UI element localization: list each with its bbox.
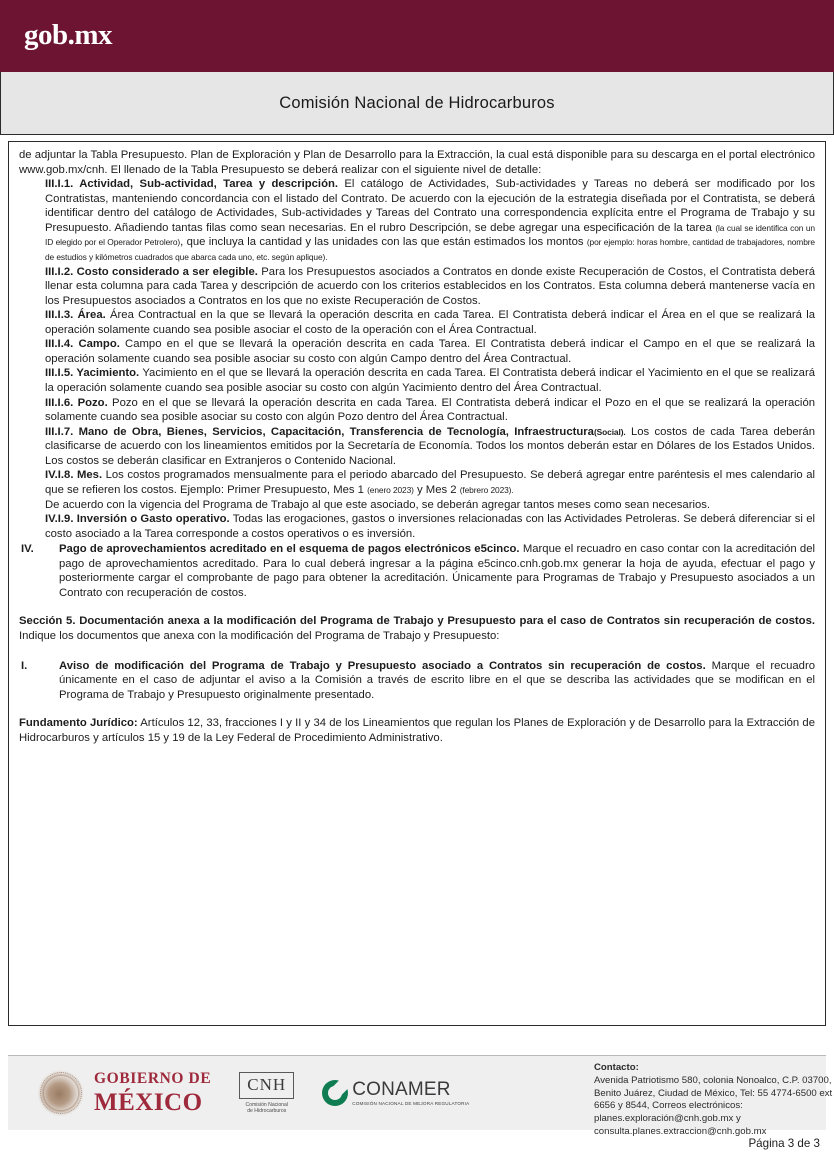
item-iii-4 (45, 337, 815, 366)
item-iii-7-body: Los costos de cada Tarea deberán clasificarse de acuerdo con los lineamientos emitidos por la Secretaría de Economía. Todos los montos deberán estar en Dólares de los Estados Unidos. Los costos se deberán clasificar en Extranjeros o Contenido Nacional. (45, 425, 815, 467)
spacer-3 (19, 702, 815, 716)
item-iii-3-body: Área Contractual en la que se llevará la operación descrita en cada Tarea. El Contratista deberá indicar el Área en el que se realizará la operación solamente cuando sea posible asociar el costo de la operación con el Área Contractual. (45, 309, 815, 336)
gob-banner (0, 0, 834, 72)
gobierno-de-mexico-logo (38, 1070, 211, 1116)
item-iv-8-small1: (enero 2023) (367, 484, 414, 495)
footer-band (8, 1056, 833, 1137)
cnh-mark: CNH (239, 1072, 294, 1099)
numbered-item-i-numeral: I. (21, 659, 28, 672)
item-iii-1-small1: (la cual se identifica con un ID elegido por el Operador Petrolero) (45, 222, 815, 248)
item-iii-5-body: Yacimiento en el que se llevará la operación descrita en cada Tarea. El Contratista deberá indicar el Yacimiento en el que se realizará la operación solamente cuando sea posible asociar su costo con algún Yacimiento dentro del Área Contractual. (45, 367, 815, 394)
intro-paragraph: de adjuntar la Tabla Presupuesto. Plan de Exploración y Plan de Desarrollo para la Extracción, la cual está disponible para su descarga en el portal electrónico www.gob.mx/cnh. El llenado de la Tabla Presupuesto se deberá realizar con el siguiente nivel de detalle: (19, 149, 815, 176)
document-body (19, 148, 815, 745)
item-iii-2-title: III.I.2. Costo considerado a ser elegible. (45, 265, 258, 278)
item-iii-1-body1: El catálogo de Actividades, Sub-actividades y Tareas no deberá ser modificado por los Contratistas, manteniendo concordancia con el listado del Contrato. De acuerdo con la ejecución de la estrategia diseñada por el Contratista, se deberá identificar dentro del catálogo de Actividades, Sub-actividades y Tareas del Contrato una correspondencia explícita entre el Programa de Trabajo y su Presupuesto. Añadiendo tantas filas como sean necesarias. En el rubro Descripción, se debe agregar una especificación de la tarea (45, 178, 815, 234)
agency-title-bar (0, 72, 834, 135)
mexico-eagle-seal-icon (38, 1070, 84, 1116)
cnh-subtitle-line-2: de Hidrocarburos (247, 1108, 287, 1114)
contact-block (594, 1062, 834, 1139)
item-iv-8 (45, 468, 815, 497)
cnh-subtitle (239, 1102, 294, 1115)
footer-logos (8, 1070, 469, 1116)
item-iv-9 (45, 512, 815, 541)
spacer-2 (19, 644, 815, 658)
page-footer (0, 1055, 834, 1163)
gobierno-de-mexico-text (94, 1071, 211, 1115)
conamer-logo (322, 1080, 469, 1106)
cnh-subtitle-line-1: Comisión Nacional (245, 1101, 288, 1108)
item-iii-6-title: III.I.6. Pozo. (45, 396, 108, 409)
numbered-item-iv-text (59, 542, 815, 600)
item-iii-1-small2: (por ejemplo: horas hombre, cantidad de trabajadores, nombre de estudios y kilómetros cuadrados que abarca cada uno, etc. según aplique). (45, 237, 815, 262)
seccion-5-title: Sección 5. Documentación anexa a la modificación del Programa de Trabajo y Presupuesto para el caso de Contratos sin recuperación de costos. (19, 615, 815, 628)
numbered-item-iv-numeral: IV. (21, 543, 34, 556)
item-iii-5-title: III.I.5. Yacimiento. (45, 367, 140, 380)
item-iv-8-small2: (febrero 2023). (459, 484, 514, 495)
item-iv-8-body1: Los costos programados mensualmente para el periodo abarcado del Presupuesto. Se deberá agregar entre paréntesis el mes calendario al que se refieren los costos. Ejemplo: Primer Presupuesto, Mes 1 (45, 469, 815, 496)
agency-title: Comisión Nacional de Hidrocarburos (279, 93, 555, 112)
conamer-spiral-icon (322, 1080, 348, 1106)
numbered-item-i-title: Aviso de modificación del Programa de Trabajo y Presupuesto asociado a Contratos sin recuperación de costos. (59, 659, 706, 672)
item-iii-6-body: Pozo en el que se llevará la operación descrita en cada Tarea. El Contratista deberá indicar el Pozo en el que se realizará la operación solamente cuando sea posible asociar su costo con algún Pozo dentro del Área Contractual. (45, 396, 816, 424)
conamer-text (352, 1080, 469, 1106)
item-iii-7-small: (Social). (593, 426, 626, 437)
item-iii-1-title: III.I.1. Actividad, Sub-actividad, Tarea y descripción. (45, 178, 339, 191)
item-iii-4-title: III.I.4. Campo. (45, 338, 120, 351)
item-iii-3-title: III.I.3. Área. (45, 309, 106, 322)
document-frame (8, 141, 826, 1026)
numbered-item-i-body: Marque el recuadro únicamente en el caso de adjuntar el aviso a la Comisión a través de escrito libre en el que se describa las actividades que se modifican en el Programa de Trabajo y Presupuesto originalmente presentado. (59, 659, 815, 701)
seccion-5 (19, 614, 815, 643)
fundamento-juridico (19, 716, 815, 745)
gobierno-line-1: GOBIERNO DE (94, 1070, 212, 1088)
item-iv-8-title: IV.I.8. Mes. (45, 469, 103, 482)
item-iv-9-title: IV.I.9. Inversión o Gasto operativo. (45, 513, 230, 526)
gobierno-line-2: MÉXICO (94, 1088, 203, 1116)
cnh-logo (239, 1072, 294, 1115)
item-iii-7 (45, 425, 815, 469)
gobmx-logo: gob.mx (24, 19, 113, 51)
item-iii-3 (45, 308, 815, 337)
item-iii-1 (45, 177, 815, 264)
item-iv-8-body2: y Mes 2 (413, 483, 460, 496)
fundamento-juridico-body: Artículos 12, 33, fracciones I y II y 34 de los Lineamientos que regulan los Planes de Exploración y de Desarrollo para la Extracción de Hidrocarburos y artículos 15 y 19 de la Ley Federal de Procedimiento Administrativo. (19, 717, 815, 744)
item-iii-6 (45, 396, 815, 425)
contact-details: Avenida Patriotismo 580, colonia Nonoalco, C.P. 03700, Benito Juárez, Ciudad de México, Tel: 55 4774-6500 ext 6656 y 8544, Correos electrónicos: planes.exploración@cnh.gob.mx y consulta.planes.extraccion@cnh.gob.mx (594, 1074, 833, 1137)
item-iii-4-body: Campo en el que se llevará la operación descrita en cada Tarea. El Contratista deberá indicar el Campo en el que se realizará la operación solamente cuando sea posible asociar su costo con algún Campo dentro del Área Contractual. (45, 338, 815, 365)
item-iv-9-body: Todas las erogaciones, gastos o inversiones relacionadas con las Actividades Petroleras. Se deberá diferenciar si el costo asociado a la Tarea corresponde a costos operativos o es inversión. (45, 513, 816, 540)
conamer-name: CONAMER (352, 1079, 451, 1100)
item-iii-2 (45, 265, 815, 309)
item-iii-1-body2: , que incluya la cantidad y las unidades con las que están estimados los montos (180, 236, 587, 249)
numbered-item-i (19, 659, 815, 703)
item-iii-7-title: III.I.7. Mano de Obra, Bienes, Servicios, Capacitación, Transferencia de Tecnología, Infraestructura (45, 425, 594, 438)
spacer-1 (19, 600, 815, 614)
fundamento-juridico-title: Fundamento Jurídico: (19, 717, 138, 730)
item-iv-8-extra: De acuerdo con la vigencia del Programa de Trabajo al que este asociado, se deberán agregar tantos meses como sean necesarios. (45, 498, 711, 511)
numbered-item-i-text (59, 659, 815, 703)
numbered-item-iv (19, 542, 815, 600)
seccion-5-body: Indique los documentos que anexa con la modificación del Programa de Trabajo y Presupuesto: (19, 630, 500, 642)
numbered-item-iv-body: Marque el recuadro en caso contar con la acreditación del pago de aprovechamientos acreditado. Para lo cual deberá ingresar a la página e5cinco.cnh.gob.mx generar la hoja de ayuda, efectuar el pago y posteriormente cargar el comprobante de pago para obtener la acreditación. Únicamente para Programas de Trabajo y Presupuesto asociados a un Contrato con recuperación de costos. (59, 543, 816, 599)
contact-title: Contacto: (594, 1062, 639, 1073)
item-iii-2-body: Para los Presupuestos asociados a Contratos en donde existe Recuperación de Costos, el Contratista deberá llenar esta columna para cada Tarea y descripción de acuerdo con los criterios establecidos en los Contratos. Esta columna deberá mantenerse vacía en los Presupuestos asociados a Contratos en los que no existe Recuperación de Costos. (45, 265, 815, 307)
numbered-item-iv-title: Pago de aprovechamientos acreditado en el esquema de pagos electrónicos e5cinco. (59, 543, 520, 556)
item-iii-5 (45, 366, 815, 395)
page-number: Página 3 de 3 (748, 1137, 820, 1150)
conamer-subtitle: COMISIÓN NACIONAL DE MEJORA REGULATORIA (352, 1101, 470, 1106)
